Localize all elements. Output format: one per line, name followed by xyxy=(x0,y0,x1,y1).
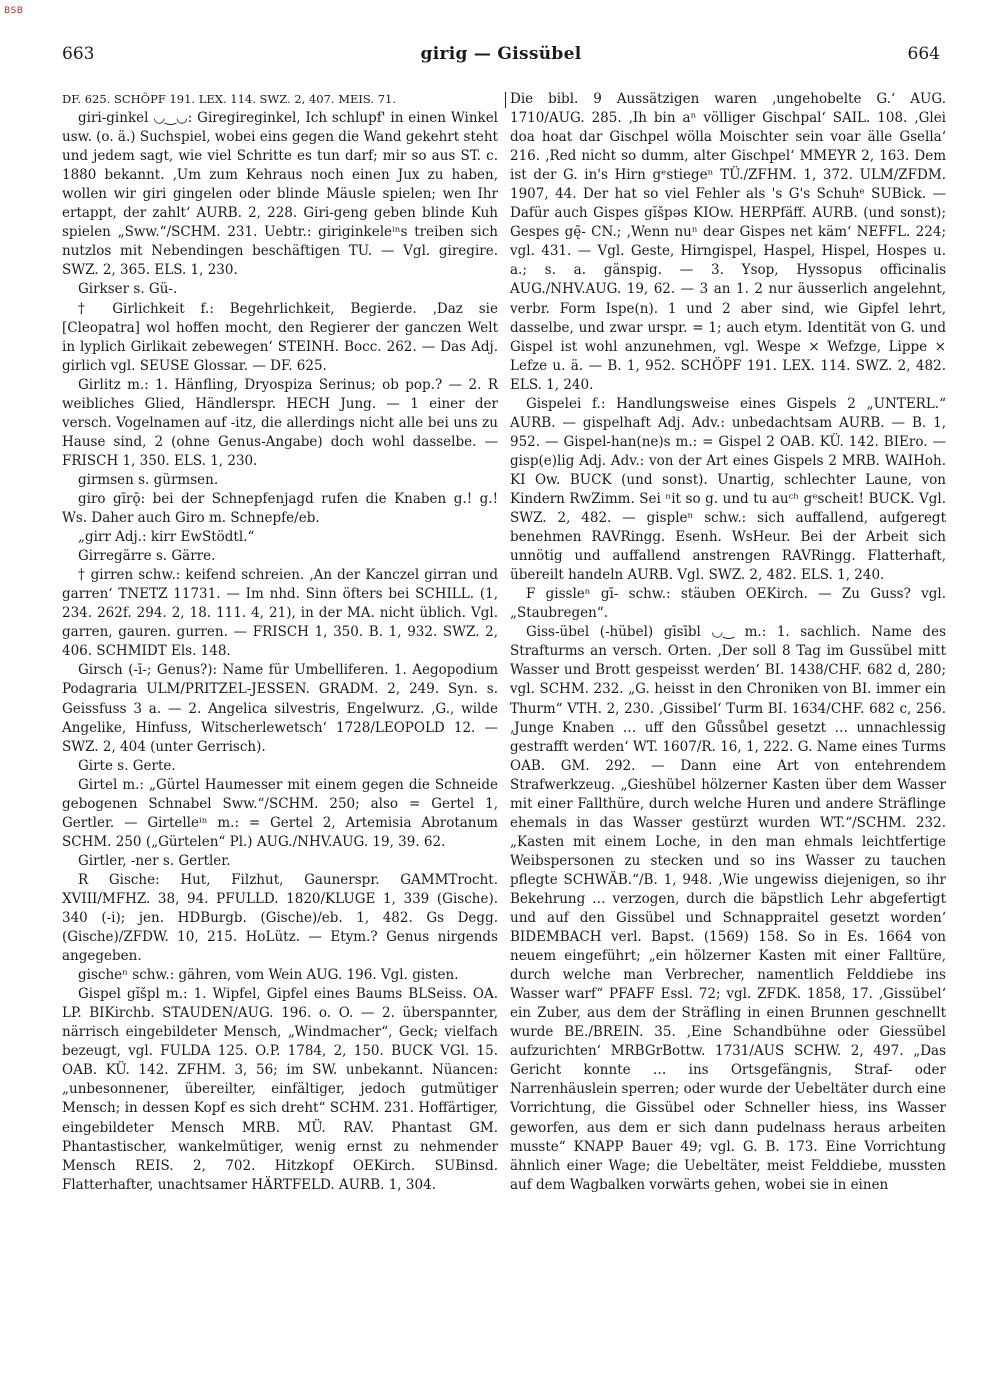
column-rule xyxy=(505,92,506,108)
entry-gische: R Gische: Hut, Filzhut, Gaunerspr. GAMMTrocht. XVIII/MFHZ. 38, 94. PFULLD. 1820/KLUGE 1, 339 (Gische). 340 (-i); jen. HDBurgb. (Gische)/eb. 1, 482. Gs Degg. (Gische)/ZFDW. 10, 215. HoLütz. — Etym.? Genus nirgends angegeben. xyxy=(62,871,498,965)
entry-gispelei: Gispelei f.: Handlungsweise eines Gispels 2 „UNTERL.“ AURB. — gispelhaft Adj. Adv.: unbedachtsam AURB. — B. 1, 952. — Gispel-han(ne)s m.: = Gispel 2 OAB. KÜ. 142. BIEro. — gisp(e)lig Adj. Adv.: von der Art eines Gispels 2 MRB. WAIHoh. KI Ow. BUCK (und sonst). Unartig, schlechter Laune, von Kindern RwZimm. Sei ⁿit so g. und tu auᶜʰ gᵉscheit! BUCK. Vgl. SWZ. 2, 482. — gispleⁿ schw.: sich auffallend, aufgeregt benehmen RAVRingg. Esenh. WsHeur. Bei der Arbeit sich unnötig und auffallend anstrengen RAVRingg. Flatterhaft, übereilt handeln AURB. Vgl. SWZ. 2, 482. ELS. 1, 240. xyxy=(510,395,946,584)
page-number-left: 663 xyxy=(62,44,95,64)
entry-girregaerre: Girregärre s. Gärre. xyxy=(78,548,216,565)
right-column xyxy=(510,90,946,1195)
entry-gischen: gischeⁿ schw.: gähren, vom Wein AUG. 196. Vgl. gisten. xyxy=(78,967,459,984)
entry-gispel: Gispel gĭšpl m.: 1. Wipfel, Gipfel eines Baums BLSeiss. OA. LP. BIKirchb. STAUDEN/AUG. 196. o. O. — 2. überspannter, närrisch eingebildeter Mensch, „Windmacher“, Geck; vielfach bezeugt, vgl. FULDA 125. O.P. 1784, 2, 150. BUCK VGl. 15. OAB. KÜ. 142. ZFHM. 3, 56; im SW. unbekannt. Nüancen: „unbesonnener, übereilter, einfältiger, jedoch gutmütiger Mensch; in dessen Kopf es sich dreht“ SCHM. 231. Hoffärtiger, eingebildeter Mensch MRB. MÜ. RAV. Phantast GM. Phantastischer, wankelmütiger, wenig ernst zu nehmender Mensch REIS. 2, 702. Hitzkopf OEKirch. SUBinsd. Flatterhafter, unachtsamer HÄRTFELD. AURB. 1, 304. xyxy=(62,986,498,1193)
running-head: girig — Gissübel xyxy=(420,44,582,64)
page-number-right: 664 xyxy=(907,44,940,64)
entry-girtler: Girtler, -ner s. Gertler. xyxy=(78,852,231,869)
entry-giss-uebel: Giss-übel (-hübel) gīsībl ◡‿ m.: 1. sachlich. Name des Strafturms an versch. Orten. ‚Der soll 8 Tag im Gussübel mitt Wasser und Brott gespeisst werden‘ BI. 1438/CHF. 682 d, 280; vgl. SCHM. 232. „G. heisst in den Chroniken von BI. immer ein Thurm“ VTH. 2, 230. ‚Gissibel‘ Turm BI. 1634/CHF. 682 c, 256. ‚Junge Knaben … uff den Gůssůbel gesetzt … unnachlessig gestrafft werden‘ WT. 1607/R. 16, 1, 222. G. Name eines Turms OAB. GM. 292. — Dann eine Art von entehrendem Strafwerkzeug. „Gieshübel hölzerner Kasten über dem Wasser mit einer Fallthüre, durch welche Huren und andere Sträflinge ehemals in das Wasser gestürzt wurden WT.“/SCHM. 232. „Kasten mit einem Loche, in den man ehmals leichtfertige Weibspersonen zu stecken und so ins Wasser zu tauchen pflegte SCHWÄB.“/B. 1, 948. ‚Wie ungewiss diejenigen, so ihr Bekehrung … verzogen, durch die bäpstlich Lehr abgefertigt und auf den Gissübel und Schnappraitel gesetzt worden‘ BIDEMBACH verl. Bapst. (1569) 158. So in Es. 1664 von neuem eingeführt; „ein hölzerner Kasten mit einer Falltüre, durch welche man Verbrecher, namentlich Felddiebe ins Wasser warf“ PFAFF Essl. 72; vgl. ZFDK. 1858, 17. ‚Gissübel‘ ein Zuber, aus dem der Sträfling in einen Brunnen geschnellt wurde BE./BREIN. 35. ‚Eine Schandbühne oder Giessübel aufzurichten‘ MRBGrBottw. 1731/AUS SCHW. 2, 497. „Das Gericht konnte … ins Ortsgefängnis, Straf- oder Narrenhäuslein sperren; oder wurde der Uebeltäter durch eine Vorrichtung, die Gissübel oder Schneller hiess, ins Wasser geworfen, aus dem er sich dann pudelnass heraus arbeiten musste“ KNAPP Bauer 49; vgl. G. B. 173. Eine Vorrichtung ähnlich einer Wage; die Uebeltäter, meist Felddiebe, mussten auf dem Wagbalken vorwärts gehen, wobei sie in einen xyxy=(510,624,946,1193)
entry-girte: Girte s. Gerte. xyxy=(78,757,176,774)
entry-gisslen: F gissleⁿ gī- schw.: stäuben OEKirch. — Zu Guss? vgl. „Staubregen“. xyxy=(510,586,946,622)
entry-girlichkeit: † Girlichkeit f.: Begehrlichkeit, Begierde. ‚Daz sie [Cleopatra] wol hoffen mocht, den Regierer der ganczen Welt in lyplich Girlikait zebewegen‘ STEINH. Bocc. 262. — Das Adj. girlich vgl. SEUSE Glossar. — DF. 625. xyxy=(62,300,498,374)
entry-girr: „girr Adj.: kirr EwStödtl.“ xyxy=(78,529,255,546)
entry-girsch: Girsch (-ī-; Genus?): Name für Umbelliferen. 1. Aegopodium Podagraria ULM/PRITZEL-JESSEN. GRADM. 2, 249. Syn. s. Geissfuss 3 a. — 2. Angelica silvestris, Engelwurz. ‚G., wilde Angelike, Hinfuss, Witscherlewetsch‘ 1728/LEOPOLD 12. — SWZ. 2, 404 (unter Gerrisch). xyxy=(62,662,498,755)
page-header xyxy=(62,44,940,72)
entry-girtel: Girtel m.: „Gürtel Haumesser mit einem gegen die Schneide gebogenen Schnabel Sww.“/SCHM. 250; also = Gertel 1, Gertler. — Girtelleⁱⁿ m.: = Gertel 2, Artemisia Abrotanum SCHM. 250 („Gürtelen“ Pl.) AUG./NHV.AUG. 19, 39. 62. xyxy=(62,776,498,850)
entry-girkser: Girkser s. Gü-. xyxy=(78,281,178,298)
left-column xyxy=(62,90,498,1195)
library-stamp: BSB xyxy=(4,6,24,16)
entry-girren: † girren schw.: keifend schreien. ‚An der Kanczel girran und garren‘ TNETZ 11731. — Im nhd. Sinn öfters bei SCHILL. (1, 234. 262f. 294. 2, 18. 111. 4, 21), in der MA. nicht üblich. Vgl. garren, gauren. gurren. — FRISCH 1, 350. B. 1, 932. SWZ. 2, 406. SCHMIDT Els. 148. xyxy=(62,567,498,660)
entry-gispel-continued: Die bibl. 9 Aussätzigen waren ‚ungehobelte G.‘ AUG. 1710/AUG. 285. ‚Ih bin aⁿ völliger Gischpal‘ SAIL. 108. ‚Glei doa hoat dar Gischpel wölla Moischter sein voar älle Gsella‘ 216. ‚Red nicht so dumm, alter Gischpel‘ MMEYR 2, 163. Dem ist der G. in's Hirn gᵉstiegeⁿ TÜ./ZFHM. 1, 372. ULM/ZFDM. 1907, 44. Der hat so viel Fehler als 's G's Schuhᵉ SUBick. — Dafür auch Gispes gĭšpəs KIOw. HERPfäff. AURB. (und sonst); Gespes gę̄- CN.; ‚Wenn nuⁿ dear Gispes net käm‘ NEFFL. 224; vgl. 431. — Vgl. Geste, Hirngispel, Haspel, Hispel, Hospes u. a.; s. a. gänspig. — 3. Ysop, Hyssopus officinalis AUG./NHV.AUG. 19, 62. — 3 an 1. 2 nur äusserlich angelehnt, verbr. Form Ispe(n). 1 und 2 aber sind, wie Gipfel lehrt, dasselbe, und zwar urspr. = 1; auch etym. Identität von G. und Gispel ist wohl anzunehmen, vgl. Wespe × Wefzge, Lippe × Lefze u. ä. — B. 1, 952. SCHÖPF 191. LEX. 114. SWZ. 2, 482. ELS. 1, 240. xyxy=(510,91,946,393)
entry-continuation: DF. 625. SCHÖPF 191. LEX. 114. SWZ. 2, 407. MEIS. 71. xyxy=(62,92,397,106)
entry-giri-ginkel: giri-ginkel ◡‿◡: Giregireginkel, Ich schlupf' in einen Winkel usw. (o. ä.) Suchspiel, wobei eins gegen die Wand gekehrt steht und jedem sagt, wie viel Schritte es tun darf; mir so aus ST. c. 1880 bekannt. ‚Um zum Kehraus noch einen Jux zu haben, wollen wir giri gingelen oder blinde Mäusle spielen; wen Ihr ertappt, der zahlt‘ AURB. 2, 228. Giri-geng geben blinde Kuh spielen „Sww.“/SCHM. 231. Uebtr.: giriginkeleⁱⁿs treiben sich nutzlos mit Nebendingen beschäftigen TU. — Vgl. giregire. SWZ. 2, 365. ELS. 1, 230. xyxy=(62,110,498,279)
entry-girlitz: Girlitz m.: 1. Hänfling, Dryospiza Serinus; ob pop.? — 2. R weibliches Glied, Händlerspr. HECH Jung. — 1 einer der versch. Vogelnamen auf -itz, die allerdings nicht alle bei uns zu Hause sind, 2 (ohne Genus-Angabe) doch wohl dasselbe. — FRISCH 1, 350. ELS. 1, 230. xyxy=(62,376,498,469)
entry-giro: giro gīrǭ: bei der Schnepfenjagd rufen die Knaben g.! g.! Ws. Daher auch Giro m. Schnepfe/eb. xyxy=(62,490,498,527)
entry-girmsen: girmsen s. gürmsen. xyxy=(78,471,219,488)
